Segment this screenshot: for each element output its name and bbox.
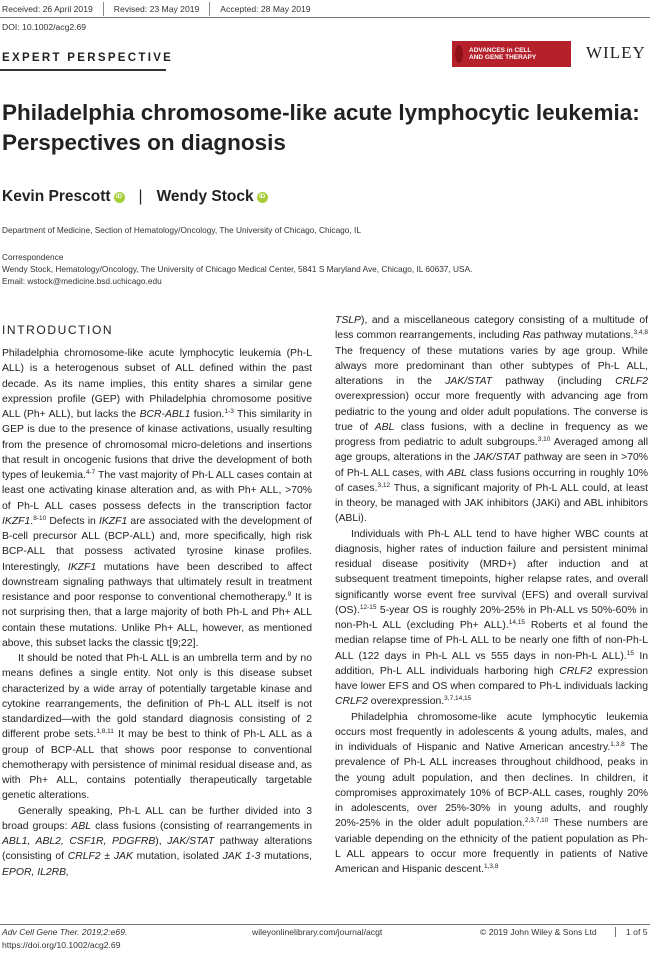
section-label: EXPERT PERSPECTIVE: [2, 52, 174, 64]
citation-reference[interactable]: 12-15: [359, 603, 377, 611]
article-title: Philadelphia chromosome-like acute lymphocytic leukemia: Perspectives on diagnosis: [2, 100, 640, 155]
author-name[interactable]: Wendy Stock: [156, 188, 254, 205]
text-run: The prevalence of Ph-L ALL increases throughout childhood, peaks in the young adult population, and then declines. In children, it compromises approximately 10% of BCP-ALL cases, roughly 20% in adolescents, over 25%-30% in young adults, and roughly 20%-25% in the older adult population.: [335, 742, 649, 830]
correspondence: [2, 251, 472, 287]
correspondence-email[interactable]: Email: wstock@medicine.bsd.uchicago.edu: [2, 276, 162, 286]
journal-link[interactable]: wileyonlinelibrary.com/journal/acgt: [252, 927, 383, 937]
italic-term: CRLF2: [67, 851, 101, 863]
accepted-date: Accepted: 28 May 2019: [209, 2, 320, 16]
left-column: [2, 346, 312, 880]
text-run: It may be best to think of Ph-L ALL as a group of BCP-ALL that shows poor response to conventional chemotherapy with persistence of minimal residual disease and, as with Ph+ ALL, contains potentially therapeutically targetable genetic alterations.: [2, 729, 312, 802]
text-run: class fusions (consisting of rearrangements in: [91, 820, 312, 832]
italic-term: ABL: [374, 421, 395, 433]
italic-term: IKZF1: [67, 561, 97, 573]
article-dates: [2, 2, 321, 16]
journal-logo-line2: AND GENE THERAPY: [469, 54, 537, 61]
text-run: The vast majority of Ph-L ALL cases contain at least one activating kinase alteration and, as with Ph+ ALL, >70% of Ph-L ALL cases possess defects in the transcription factor: [2, 470, 313, 512]
text-run: pathway mutations.: [540, 330, 634, 342]
author-separator: |: [138, 188, 143, 205]
italic-term: IKZF1: [2, 515, 31, 527]
text-run: ), and a miscellaneous category consisting of a multitude of less common rearrangements, including: [335, 315, 648, 342]
italic-term: CRLF2: [615, 376, 648, 387]
citation-reference[interactable]: 15: [626, 649, 634, 657]
section-heading: INTRODUCTION: [2, 323, 114, 337]
text-run: It is not surprising then, that a large majority of both Ph-L and Ph+ ALL contain these mutations. Unlike Ph+ ALL, however, as mentioned above, this subset lacks the classic t[9;22].: [2, 592, 312, 649]
text-run: In addition, Ph-L ALL individuals harboring high: [335, 650, 648, 677]
correspondence-label: Correspondence: [2, 252, 64, 262]
doi-link[interactable]: https://doi.org/10.1002/acg2.69: [2, 940, 121, 950]
text-run: This similarity in GEP is due to the presence of kinase activations, usually resulting from the presence of chromosomal micro-deletions and insertions that result in oncogenic fusions that drive the development of both types of leukemia.: [2, 409, 312, 481]
author-list: [2, 188, 268, 206]
italic-term: EPOR, IL2RB,: [2, 866, 69, 878]
text-run: Generally speaking, Ph-L ALL can be further divided into 3 broad groups:: [2, 805, 312, 832]
citation-reference[interactable]: 1,3,8: [484, 863, 499, 870]
text-run: Defects in: [46, 515, 99, 527]
right-column: [335, 313, 648, 877]
text-run: ±: [100, 851, 114, 863]
text-run: mutations have been described to affect downstream signaling pathways that ultimately result in treatment resistance and poor response to conventional chemotherapy.: [2, 561, 312, 603]
revised-date: Revised: 23 May 2019: [103, 2, 210, 16]
italic-term: TSLP: [335, 315, 361, 326]
footer-divider: [0, 924, 650, 925]
journal-logo: [452, 41, 571, 67]
italic-term: IKZF1: [98, 515, 128, 527]
text-run: class fusions, with a decline in frequency as we progress from pediatric to adult subgroups.: [335, 421, 648, 448]
text-run: pathway are seen in >70% of Ph-L ALL cases, with: [335, 452, 649, 479]
italic-term: JAK/STAT: [445, 376, 493, 387]
copyright: © 2019 John Wiley & Sons Ltd: [480, 927, 597, 937]
italic-term: BCR-ABL1: [139, 409, 191, 420]
text-run: These numbers are variable depending on the ethnicity of the patient population as Ph-L ALL appears to occur more frequently in patients of Native American and Hispanic descent.: [335, 818, 648, 875]
italic-term: JAK 1-3: [222, 851, 261, 863]
journal-logo-drop-icon: [455, 45, 463, 63]
citation-reference[interactable]: 1-3: [224, 408, 234, 415]
text-run: class fusions occurring in roughly 10% of cases.: [335, 467, 648, 494]
citation-reference[interactable]: 2,3,7,10: [524, 817, 549, 825]
text-run: mutation, isolated: [132, 851, 223, 863]
text-run: are associated with the development of B-cell precursor ALL (BCP-ALL) and, more specifically, high risk BCP-ALL that possess activated tyrosine kinase profiles. Interestingly,: [2, 515, 312, 573]
body-paragraph: [335, 710, 648, 878]
body-paragraph: [2, 651, 312, 804]
text-run: mutations,: [260, 851, 313, 863]
author-name[interactable]: Kevin Prescott: [2, 188, 111, 205]
citation-reference[interactable]: 8-10: [33, 514, 47, 522]
publisher-logo: WILEY: [586, 43, 646, 62]
affiliation: Department of Medicine, Section of Hematology/Oncology, The University of Chicago, Chicago, IL: [2, 225, 361, 235]
section-underline: [0, 69, 166, 71]
citation-reference[interactable]: 1,3,8: [610, 741, 625, 748]
body-paragraph: [335, 313, 648, 527]
italic-term: ABL: [71, 820, 92, 832]
text-run: It should be noted that Ph-L ALL is an umbrella term and by no means defines a single entity. Not only is this disease subset characterized by a wide array of potentially targetable kinase and cytokine rearrangements, the definition of Ph-L ALL itself is not standardized—with the gold standard diagnosis consisting of 2 different probe sets.: [2, 653, 312, 741]
orcid-icon[interactable]: iD: [257, 192, 268, 203]
italic-term: CRLF2: [335, 696, 368, 708]
citation-reference[interactable]: 3,12: [377, 481, 391, 489]
italic-term: ABL: [447, 467, 467, 479]
page-number: 1 of 5: [615, 927, 648, 937]
text-run: Individuals with Ph-L ALL tend to have higher WBC counts at diagnosis, higher rates of induction failure and persistent minimal residual disease positivity (MRD+) after induction and at subsequent treatment timepoints, higher relapse rates, and overall significantly worse event free survival (EFS) and overall survival (OS).: [335, 528, 648, 616]
italic-term: JAK: [113, 851, 133, 863]
citation-reference[interactable]: 14,15: [508, 619, 526, 626]
journal-citation: Adv Cell Gene Ther. 2019;2:e69.: [2, 927, 128, 937]
text-run: pathway alterations (consisting of: [2, 836, 313, 863]
text-run: Philadelphia chromosome-like acute lymphocytic leukemia occurs most frequently in adolescents & young adults, males, and in individuals of Hispanic and Native American ancestry.: [335, 711, 648, 753]
citation-reference[interactable]: 3,7,14,15: [444, 695, 472, 703]
text-run: The frequency of these mutations varies by age group. While always more predominant than other subtypes of Ph-L ALL, alterations in the: [335, 345, 648, 387]
body-paragraph: [335, 527, 648, 710]
citation-reference[interactable]: 3,4,8: [633, 329, 648, 337]
text-run: overexpression.: [367, 696, 445, 708]
text-run: .: [30, 515, 34, 527]
italic-term: CRLF2: [559, 665, 593, 677]
citation-reference[interactable]: 1,8,11: [96, 728, 114, 736]
citation-reference[interactable]: 3,10: [537, 436, 551, 443]
citation-reference[interactable]: 4-7: [85, 469, 96, 476]
received-date: Received: 26 April 2019: [2, 4, 93, 14]
header-divider: [0, 17, 650, 18]
text-run: 5-year OS is roughly 20%-25% in Ph-ALL vs 50%-60% in non-Ph-L ALL (excluding Ph+ ALL).: [335, 604, 648, 631]
italic-term: JAK/STAT: [473, 452, 521, 464]
text-run: Roberts et al found the median relapse time of Ph-L ALL to be nearly one fifth of non-Ph-L ALL (122 days in Ph-L ALL vs 555 days in non-Ph-L ALL).: [335, 620, 648, 662]
doi: DOI: 10.1002/acg2.69: [2, 22, 87, 32]
italic-term: ABL1, ABL2, CSF1R, PDGFRB: [2, 836, 156, 847]
text-run: ),: [155, 836, 168, 847]
orcid-icon[interactable]: iD: [114, 192, 125, 203]
italic-term: Ras: [522, 330, 541, 342]
text-run: fusion.: [190, 409, 225, 420]
body-paragraph: [2, 804, 312, 880]
text-run: expression have lower EFS and OS when compared to Ph-L individuals lacking: [335, 665, 648, 692]
text-run: overexpression) occur more frequently with advancing age from pediatric to the young and older adult populations. The converse is true of: [335, 391, 648, 433]
journal-logo-line1: ADVANCES in CELL: [469, 47, 532, 54]
correspondence-address: Wendy Stock, Hematology/Oncology, The University of Chicago Medical Center, 5841 S Maryland Ave, Chicago, IL 60637, USA.: [2, 264, 473, 274]
text-run: Thus, a significant majority of Ph-L ALL could, at least in theory, be managed with JAK inhibitors (JAKi) and ABL inhibitors (ABLi).: [335, 482, 648, 525]
body-paragraph: [2, 346, 312, 651]
text-run: pathway (including: [492, 376, 616, 387]
text-run: Philadelphia chromosome-like acute lymphocytic leukemia (Ph-L ALL) is a heterogenous subset of ALL defined within the past decade. As its name implies, this entity shares a similar gene expression profile (GEP) with Philadelphia chromosome positive ALL (Ph+ ALL), but lacks the: [2, 348, 312, 420]
text-run: Averaged among all age groups, alterations in the: [335, 437, 649, 464]
citation-reference[interactable]: 9: [287, 591, 292, 598]
italic-term: JAK/STAT: [167, 836, 215, 847]
